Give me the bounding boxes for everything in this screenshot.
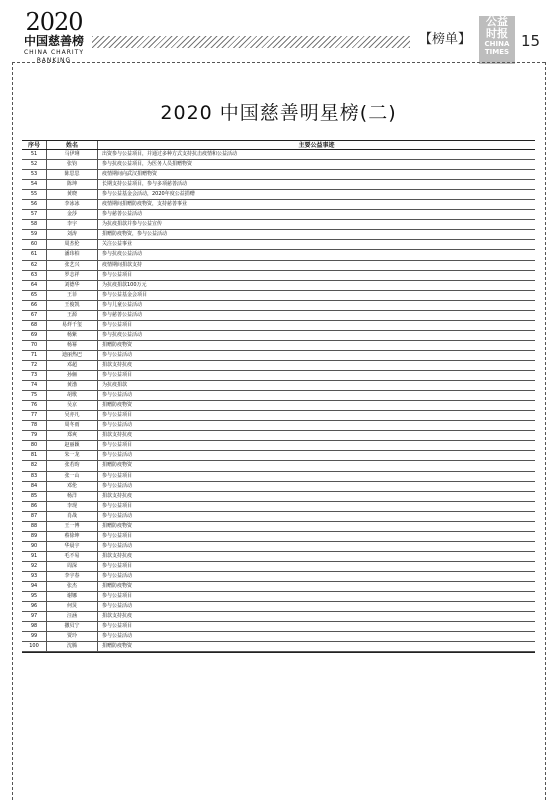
table-row xyxy=(22,502,535,512)
row-deeds: 参与公益活动 xyxy=(97,602,535,611)
table-row xyxy=(22,371,535,381)
table-row xyxy=(22,220,535,230)
row-number: 96 xyxy=(30,603,38,610)
row-number: 73 xyxy=(30,372,38,379)
row-number: 97 xyxy=(30,613,38,620)
row-deeds: 参与抗疫公益项目，为医务人员捐赠物资 xyxy=(97,160,535,169)
row-deeds: 为抗疫捐款100万元 xyxy=(97,281,535,290)
row-deeds: 参与公益项目 xyxy=(97,592,535,601)
row-deeds: 参与公益项目 xyxy=(97,532,535,541)
row-deeds: 参与公益项目 xyxy=(97,271,535,280)
row-name: 王源 xyxy=(46,311,97,320)
row-deeds: 参与公益活动 xyxy=(97,542,535,551)
table-row xyxy=(22,562,535,572)
row-number: 82 xyxy=(30,462,38,469)
table-row xyxy=(22,351,535,361)
row-name: 张一山 xyxy=(46,472,97,481)
row-name: 李现 xyxy=(46,502,97,511)
row-deeds: 参与慈善公益活动 xyxy=(97,311,535,320)
table-row xyxy=(22,311,535,321)
page-title: 2020 中国慈善明星榜(二) xyxy=(160,102,397,124)
table-row xyxy=(22,391,535,401)
table-row xyxy=(22,361,535,371)
row-name: 杨幂 xyxy=(46,341,97,350)
row-number: 91 xyxy=(30,552,38,559)
row-number: 75 xyxy=(30,392,38,399)
table-row xyxy=(22,482,535,492)
row-deeds: 捐赠防疫物资，参与公益活动 xyxy=(97,230,535,239)
row-name: 沈腾 xyxy=(46,642,97,651)
header-hatch-band xyxy=(92,36,410,48)
row-number: 55 xyxy=(30,191,38,198)
logo-english-line1: CHINA CHARITY xyxy=(23,49,85,56)
row-number: 72 xyxy=(30,361,38,368)
table-row xyxy=(22,622,535,632)
row-number: 63 xyxy=(30,271,38,278)
table-bottom-rule xyxy=(22,652,535,653)
table-row xyxy=(22,160,535,170)
table-row xyxy=(22,411,535,421)
row-number: 71 xyxy=(30,351,38,358)
table-row xyxy=(22,250,535,260)
table-row xyxy=(22,421,535,431)
row-deeds: 疫情期间捐款支持 xyxy=(97,261,535,270)
row-deeds: 参与公益基金会活动，2020年度公益捐赠 xyxy=(97,190,535,199)
row-name: 迪丽热巴 xyxy=(46,351,97,360)
masthead-line2: 时报 xyxy=(486,27,508,40)
row-name: 王俊凯 xyxy=(46,301,97,310)
row-name: 黄渤 xyxy=(46,381,97,390)
row-number: 61 xyxy=(30,251,38,258)
row-number: 86 xyxy=(30,502,38,509)
row-number: 77 xyxy=(30,412,38,419)
row-deeds: 参与公益项目 xyxy=(97,441,535,450)
row-number: 95 xyxy=(30,593,38,600)
table-row xyxy=(22,492,535,502)
row-deeds: 捐款支持抗疫 xyxy=(97,361,535,370)
masthead-line1: 公益 xyxy=(486,15,508,28)
row-name: 张艺兴 xyxy=(46,261,97,270)
table-row xyxy=(22,451,535,461)
row-name: 蔡徐坤 xyxy=(46,532,97,541)
row-number: 67 xyxy=(30,311,38,318)
table-row xyxy=(22,572,535,582)
row-number: 99 xyxy=(30,633,38,640)
row-name: 吴亦凡 xyxy=(46,411,97,420)
row-deeds: 疫情期间向武汉捐赠物资 xyxy=(97,170,535,179)
row-number: 53 xyxy=(30,171,38,178)
row-name: 郑爽 xyxy=(46,431,97,440)
row-number: 81 xyxy=(30,452,38,459)
row-name: 撒贝宁 xyxy=(46,622,97,631)
row-name: 易烊千玺 xyxy=(46,321,97,330)
row-number: 60 xyxy=(30,241,38,248)
table-row xyxy=(22,512,535,522)
row-number: 54 xyxy=(30,181,38,188)
row-name: 周深 xyxy=(46,562,97,571)
row-deeds: 捐款支持抗疫 xyxy=(97,552,535,561)
table-row xyxy=(22,542,535,552)
table-row xyxy=(22,441,535,451)
row-name: 王一博 xyxy=(46,522,97,531)
table-row xyxy=(22,170,535,180)
row-name: 谢娜 xyxy=(46,592,97,601)
table-header-row xyxy=(22,140,535,150)
row-number: 89 xyxy=(30,532,38,539)
row-number: 98 xyxy=(30,623,38,630)
table-row xyxy=(22,210,535,220)
row-name: 周冬雨 xyxy=(46,421,97,430)
row-number: 90 xyxy=(30,542,38,549)
table-row xyxy=(22,532,535,542)
table-row xyxy=(22,381,535,391)
frame-dashed-left xyxy=(12,62,13,800)
row-number: 68 xyxy=(30,321,38,328)
row-name: 王菲 xyxy=(46,291,97,300)
row-name: 胡歌 xyxy=(46,391,97,400)
row-deeds: 捐赠防疫物资 xyxy=(97,461,535,470)
logo-year: 2020 xyxy=(25,8,83,36)
row-number: 79 xyxy=(30,432,38,439)
row-deeds: 参与公益活动 xyxy=(97,451,535,460)
row-deeds: 捐赠防疫物资 xyxy=(97,401,535,410)
row-name: 何炅 xyxy=(46,602,97,611)
row-name: 贾玲 xyxy=(46,632,97,641)
table-row xyxy=(22,341,535,351)
row-deeds: 关注公益事业 xyxy=(97,240,535,249)
row-deeds: 参与公益基金会项目 xyxy=(97,291,535,300)
table-row xyxy=(22,321,535,331)
row-name: 罗志祥 xyxy=(46,271,97,280)
row-deeds: 为抗疫捐款 xyxy=(97,381,535,390)
row-deeds: 参与公益活动 xyxy=(97,421,535,430)
row-number: 87 xyxy=(30,512,38,519)
row-number: 51 xyxy=(30,151,38,157)
row-number: 65 xyxy=(30,291,38,298)
row-deeds: 参与公益活动 xyxy=(97,391,535,400)
row-name: 李冰冰 xyxy=(46,200,97,209)
row-number: 59 xyxy=(30,231,38,238)
row-name: 杨紫 xyxy=(46,331,97,340)
row-deeds: 参与公益活动 xyxy=(97,632,535,641)
table-row xyxy=(22,612,535,622)
row-deeds: 参与公益活动 xyxy=(97,512,535,521)
section-tag: 【榜单】 xyxy=(418,32,471,47)
row-number: 84 xyxy=(30,482,38,489)
row-deeds: 为抗疫捐款并参与公益宣传 xyxy=(97,220,535,229)
frame-dashed-top xyxy=(12,62,545,63)
row-name: 周杰伦 xyxy=(46,240,97,249)
row-number: 83 xyxy=(30,472,38,479)
row-name: 杨洋 xyxy=(46,492,97,501)
header-deeds: 主要公益事迹 xyxy=(97,141,535,149)
row-name: 刘德华 xyxy=(46,281,97,290)
row-deeds: 捐赠防疫物资 xyxy=(97,642,535,651)
table-row xyxy=(22,150,535,160)
row-deeds: 参与公益项目 xyxy=(97,622,535,631)
page-number: 15 xyxy=(521,32,541,50)
row-deeds: 参与抗疫公益活动 xyxy=(97,331,535,340)
row-number: 74 xyxy=(30,382,38,389)
row-number: 88 xyxy=(30,522,38,529)
table-row xyxy=(22,240,535,250)
table-row xyxy=(22,632,535,642)
row-name: 刘涛 xyxy=(46,230,97,239)
row-name: 华晨宇 xyxy=(46,542,97,551)
row-name: 张钧 xyxy=(46,160,97,169)
table-row xyxy=(22,602,535,612)
table-row xyxy=(22,582,535,592)
table-row xyxy=(22,261,535,271)
frame-dashed-right xyxy=(545,62,546,800)
row-number: 76 xyxy=(30,402,38,409)
table-row xyxy=(22,552,535,562)
table-row xyxy=(22,291,535,301)
table-row xyxy=(22,592,535,602)
logo-english-line2: RANKING xyxy=(36,57,72,64)
masthead-logo xyxy=(479,16,515,64)
table-row xyxy=(22,642,535,652)
charity-ranking-logo xyxy=(14,10,94,90)
row-deeds: 参与公益项目 xyxy=(97,472,535,481)
row-number: 92 xyxy=(30,562,38,569)
row-number: 64 xyxy=(30,281,38,288)
row-deeds: 参与公益活动 xyxy=(97,351,535,360)
row-number: 100 xyxy=(29,643,39,650)
row-deeds: 捐款支持抗疫 xyxy=(97,612,535,621)
row-deeds: 参与公益项目 xyxy=(97,321,535,330)
row-deeds: 参与公益项目 xyxy=(97,371,535,380)
table-row xyxy=(22,472,535,482)
masthead-en-line2: TIMES xyxy=(484,48,510,56)
row-name: 金莎 xyxy=(46,210,97,219)
row-name: 朱一龙 xyxy=(46,451,97,460)
header-number: 序号 xyxy=(27,142,40,149)
row-name: 张若昀 xyxy=(46,461,97,470)
row-name: 肖战 xyxy=(46,512,97,521)
row-number: 62 xyxy=(30,261,38,268)
row-number: 58 xyxy=(30,221,38,228)
row-deeds: 参与公益项目 xyxy=(97,502,535,511)
row-name: 邓超 xyxy=(46,361,97,370)
table-row xyxy=(22,331,535,341)
row-name: 邓伦 xyxy=(46,482,97,491)
row-name: 马伊琍 xyxy=(46,150,97,159)
row-number: 66 xyxy=(30,301,38,308)
table-row xyxy=(22,401,535,411)
row-deeds: 参与抗疫公益活动 xyxy=(97,250,535,259)
table-row xyxy=(22,180,535,190)
row-name: 黄晓 xyxy=(46,190,97,199)
header-name: 姓名 xyxy=(46,141,97,149)
row-name: 吴京 xyxy=(46,401,97,410)
masthead-en-line1: CHINA xyxy=(484,40,510,48)
row-deeds: 参与慈善公益活动 xyxy=(97,210,535,219)
row-name: 李宇 xyxy=(46,220,97,229)
row-deeds: 参与公益活动 xyxy=(97,572,535,581)
logo-chinese-title: 中国慈善榜 xyxy=(23,34,84,48)
row-name: 陈坤 xyxy=(46,180,97,189)
row-number: 69 xyxy=(30,331,38,338)
table-row xyxy=(22,271,535,281)
row-name: 孙俪 xyxy=(46,371,97,380)
table-row xyxy=(22,431,535,441)
row-deeds: 参与公益项目 xyxy=(97,562,535,571)
row-number: 57 xyxy=(30,211,38,218)
table-row xyxy=(22,522,535,532)
row-name: 张杰 xyxy=(46,582,97,591)
row-name: 李宇春 xyxy=(46,572,97,581)
table-row xyxy=(22,190,535,200)
row-deeds: 参与公益项目 xyxy=(97,411,535,420)
row-deeds: 参与儿童公益活动 xyxy=(97,301,535,310)
row-number: 78 xyxy=(30,422,38,429)
row-name: 赵丽颖 xyxy=(46,441,97,450)
row-name: 汪涵 xyxy=(46,612,97,621)
row-deeds: 疫情期间捐赠防疫物资，支持慈善事业 xyxy=(97,200,535,209)
row-name: 潘玮柏 xyxy=(46,250,97,259)
row-deeds: 捐款支持抗疫 xyxy=(97,492,535,501)
row-number: 70 xyxy=(30,341,38,348)
table-row xyxy=(22,281,535,291)
star-ranking-table xyxy=(22,140,535,653)
table-row xyxy=(22,230,535,240)
row-number: 52 xyxy=(30,161,38,168)
row-number: 85 xyxy=(30,492,38,499)
row-deeds: 出资参与公益项目，并通过多种方式支持抗击疫情和公益活动 xyxy=(97,150,535,159)
row-deeds: 参与公益活动 xyxy=(97,482,535,491)
table-row xyxy=(22,200,535,210)
row-deeds: 捐赠防疫物资 xyxy=(97,522,535,531)
table-row xyxy=(22,461,535,471)
row-name: 陈思思 xyxy=(46,170,97,179)
row-deeds: 捐款支持抗疫 xyxy=(97,431,535,440)
table-body xyxy=(22,150,535,652)
table-row xyxy=(22,301,535,311)
row-name: 毛不易 xyxy=(46,552,97,561)
row-deeds: 捐赠防疫物资 xyxy=(97,582,535,591)
row-deeds: 捐赠防疫物资 xyxy=(97,341,535,350)
row-number: 94 xyxy=(30,583,38,590)
row-number: 93 xyxy=(30,572,38,579)
row-number: 56 xyxy=(30,201,38,208)
row-number: 80 xyxy=(30,442,38,449)
row-deeds: 长期支持公益项目，参与多项慈善活动 xyxy=(97,180,535,189)
